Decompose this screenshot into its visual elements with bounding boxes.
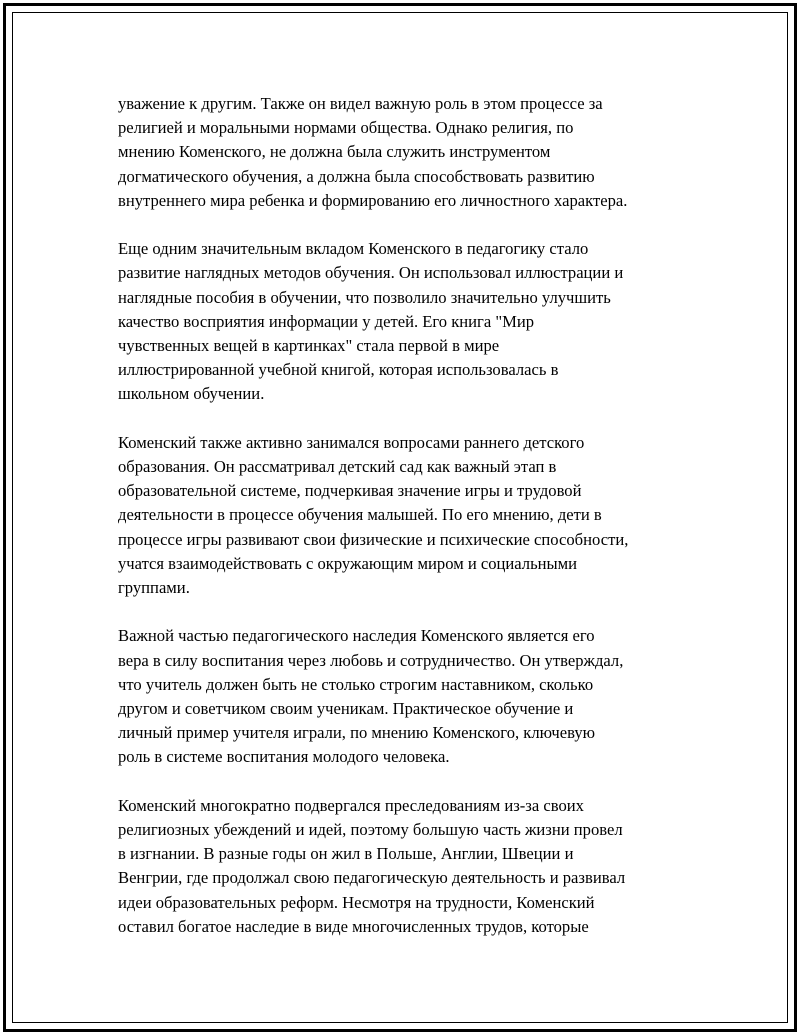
text-line: идеи образовательных реформ. Несмотря на трудности, Коменский: [118, 892, 595, 912]
paragraph-3: [118, 431, 693, 600]
text-line: Важной частью педагогического наследия Коменского является его: [118, 626, 595, 646]
paragraph-1: [118, 92, 693, 213]
text-line: оставил богатое наследие в виде многочисленных трудов, которые: [118, 916, 589, 936]
text-line: личный пример учителя играли, по мнению Коменского, ключевую: [118, 723, 596, 743]
text-line: учатся взаимодействовать с окружающим миром и социальными: [118, 553, 578, 573]
document-body: [118, 92, 693, 963]
text-line: догматического обучения, а должна была способствовать развитию: [118, 166, 595, 186]
text-line: Коменский также активно занимался вопросами раннего детского: [118, 432, 585, 452]
text-line: в изгнании. В разные годы он жил в Польше, Англии, Швеции и: [118, 844, 574, 864]
text-line: чувственных вещей в картинках" стала первой в мире: [118, 336, 500, 356]
text-line: группами.: [118, 578, 190, 598]
paragraph-4: [118, 624, 693, 769]
text-line: процессе игры развивают свои физические и психические способности,: [118, 529, 629, 549]
text-line: что учитель должен быть не столько строгим наставником, сколько: [118, 674, 594, 694]
text-line: Коменский многократно подвергался преследованиям из-за своих: [118, 795, 584, 815]
text-line: религиозных убеждений и идей, поэтому большую часть жизни провел: [118, 820, 623, 840]
text-line: наглядные пособия в обучении, что позволило значительно улучшить: [118, 287, 611, 307]
text-line: иллюстрированной учебной книгой, которая использовалась в: [118, 360, 559, 380]
text-line: мнению Коменского, не должна была служить инструментом: [118, 142, 551, 162]
text-line: деятельности в процессе обучения малышей. По его мнению, дети в: [118, 505, 602, 525]
text-line: образовательной системе, подчеркивая значение игры и трудовой: [118, 481, 582, 501]
text-line: образования. Он рассматривал детский сад как важный этап в: [118, 457, 557, 477]
paragraph-5: [118, 794, 693, 939]
text-line: уважение к другим. Также он видел важную роль в этом процессе за: [118, 94, 603, 113]
text-line: роль в системе воспитания молодого человека.: [118, 747, 450, 767]
text-line: качество восприятия информации у детей. Его книга "Мир: [118, 311, 535, 331]
text-line: развитие наглядных методов обучения. Он использовал иллюстрации и: [118, 263, 624, 283]
text-line: школьном обучении.: [118, 384, 265, 404]
paragraph-2: [118, 237, 693, 406]
text-line: Еще одним значительным вкладом Коменского в педагогику стало: [118, 239, 589, 259]
text-line: другом и советчиком своим ученикам. Практическое обучение и: [118, 699, 574, 719]
text-line: вера в силу воспитания через любовь и сотрудничество. Он утверждал,: [118, 650, 624, 670]
text-line: Венгрии, где продолжал свою педагогическую деятельность и развивал: [118, 868, 626, 888]
text-line: религией и моральными нормами общества. Однако религия, по: [118, 118, 574, 138]
text-line: внутреннего мира ребенка и формированию его личностного характера.: [118, 190, 628, 210]
